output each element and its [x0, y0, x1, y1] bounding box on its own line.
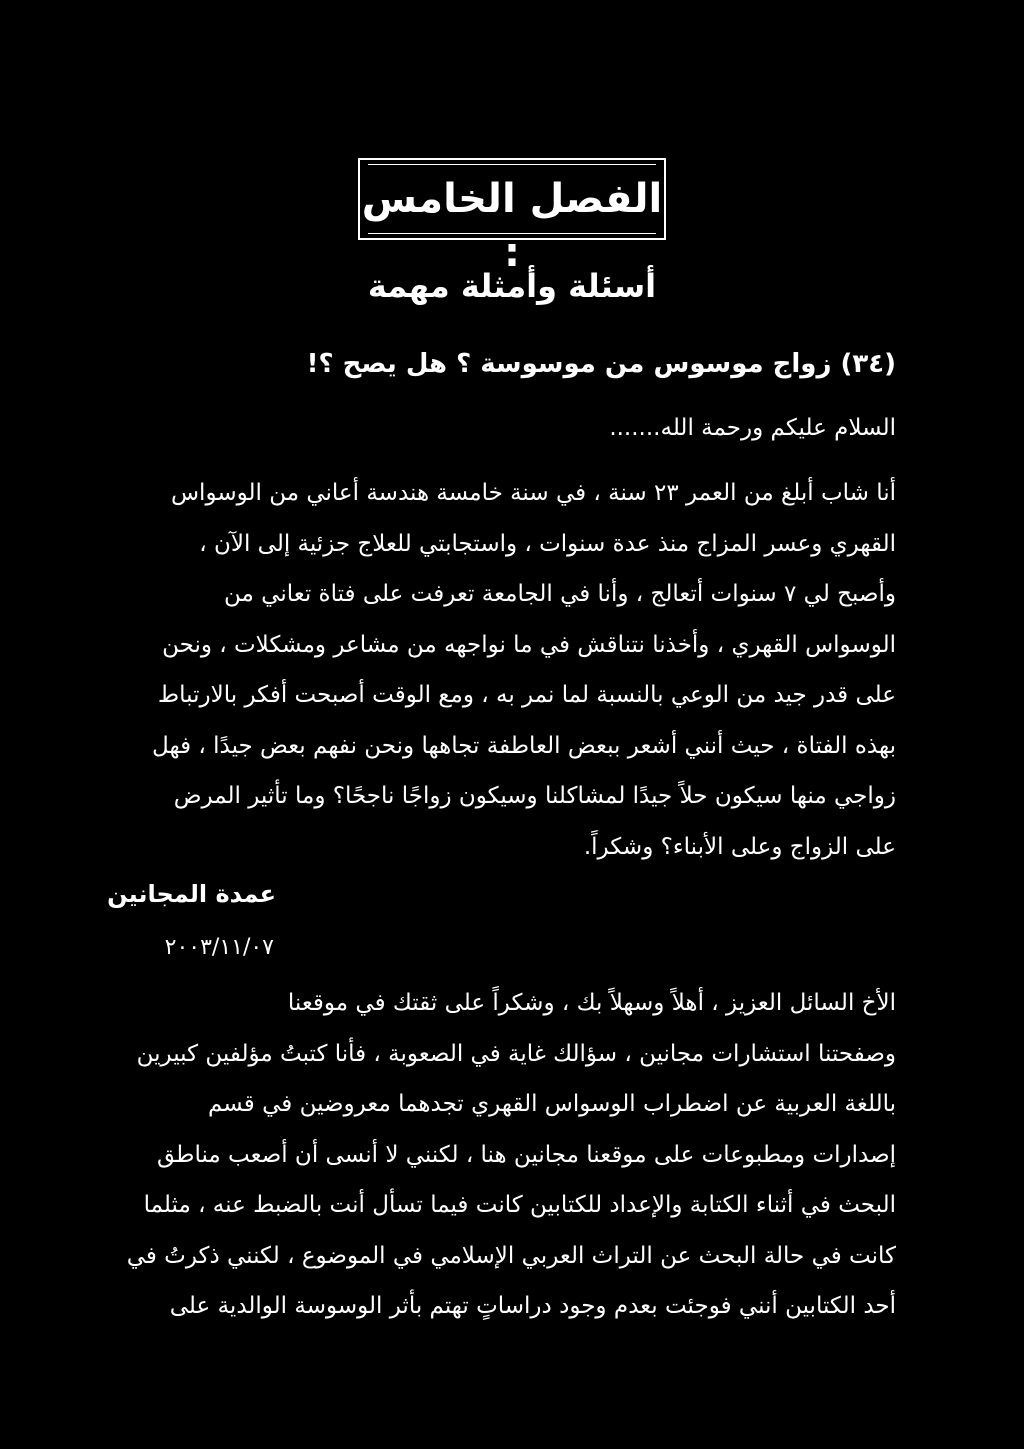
frame-border [368, 164, 656, 165]
question-heading: (٣٤) زواج موسوس من موسوسة ؟ هل يصح ؟! [306, 349, 896, 379]
text-line: على قدر جيد من الوعي بالنسبة لما نمر به ، ومع الوقت أصبحت أفكر بالارتباط [157, 682, 896, 708]
text-line: باللغة العربية عن اضطراب الوسواس القهري تجدهما معروضين في قسم [207, 1091, 896, 1117]
text-line: وصفحتنا استشارات مجانين ، سؤالك غاية في الصعوبة ، فأنا كتبتُ مؤلفين كبيرين [136, 1040, 896, 1067]
text-line: زواجي منها سيكون حلاً جيدًا لمشاكلنا وسيكون زواجًا ناجحًا؟ وما تأثير المرض [173, 783, 896, 809]
text-line: بهذه الفتاة ، حيث أنني أشعر ببعض العاطفة تجاهها ونحن نفهم بعض جيدًا ، فهل [152, 732, 896, 759]
text-line: أنا شاب أبلغ من العمر ٢٣ سنة ، في سنة خامسة هندسة أعاني من الوسواس [170, 480, 896, 506]
signature-date: ٢٠٠٣/١١/٠٧ [164, 935, 274, 960]
letter-body [120, 468, 896, 872]
chapter-title: الفصل الخامس : [361, 176, 663, 276]
frame-border [358, 158, 666, 160]
text-line: الوسواس القهري ، وأخذنا نتناقش في ما نواجهه من مشاعر ومشكلات ، ونحن [162, 631, 896, 658]
text-line: وأصبح لي ٧ سنوات أتعالج ، وأنا في الجامعة تعرفت على فتاة تعاني من [224, 581, 896, 607]
letter-greeting: السلام عليكم ورحمة الله....... [609, 415, 896, 441]
text-line: الأخ السائل العزيز ، أهلاً وسهلاً بك ، وشكراً على ثقتك في موقعنا [287, 990, 896, 1016]
text-line: إصدارات ومطبوعات على موقعنا مجانين هنا ، لكنني لا أنسى أن أصعب مناطق [156, 1141, 896, 1168]
section-title: أسئلة وأمثلة مهمة [367, 267, 657, 305]
text-line: على الزواج وعلى الأبناء؟ وشكراً. [583, 833, 896, 860]
text-line: القهري وعسر المزاج منذ عدة سنوات ، واستجابتي للعلاج جزئية إلى الآن ، [199, 530, 896, 557]
text-line: البحث في أثناء الكتابة والإعداد للكتابين كانت فيما تسأل أنت بالضبط عنه ، مثلما [143, 1192, 896, 1218]
reply-body [120, 978, 896, 1332]
text-line: كانت في حالة البحث عن التراث العربي الإسلامي في الموضوع ، لكنني ذكرتُ في [126, 1242, 896, 1269]
text-line: أحد الكتابين أنني فوجئت بعدم وجود دراساتٍ تهتم بأثر الوسوسة الوالدية على [169, 1293, 896, 1319]
signature-name: عمدة المجانين [107, 880, 276, 908]
chapter-title-frame [358, 158, 666, 276]
